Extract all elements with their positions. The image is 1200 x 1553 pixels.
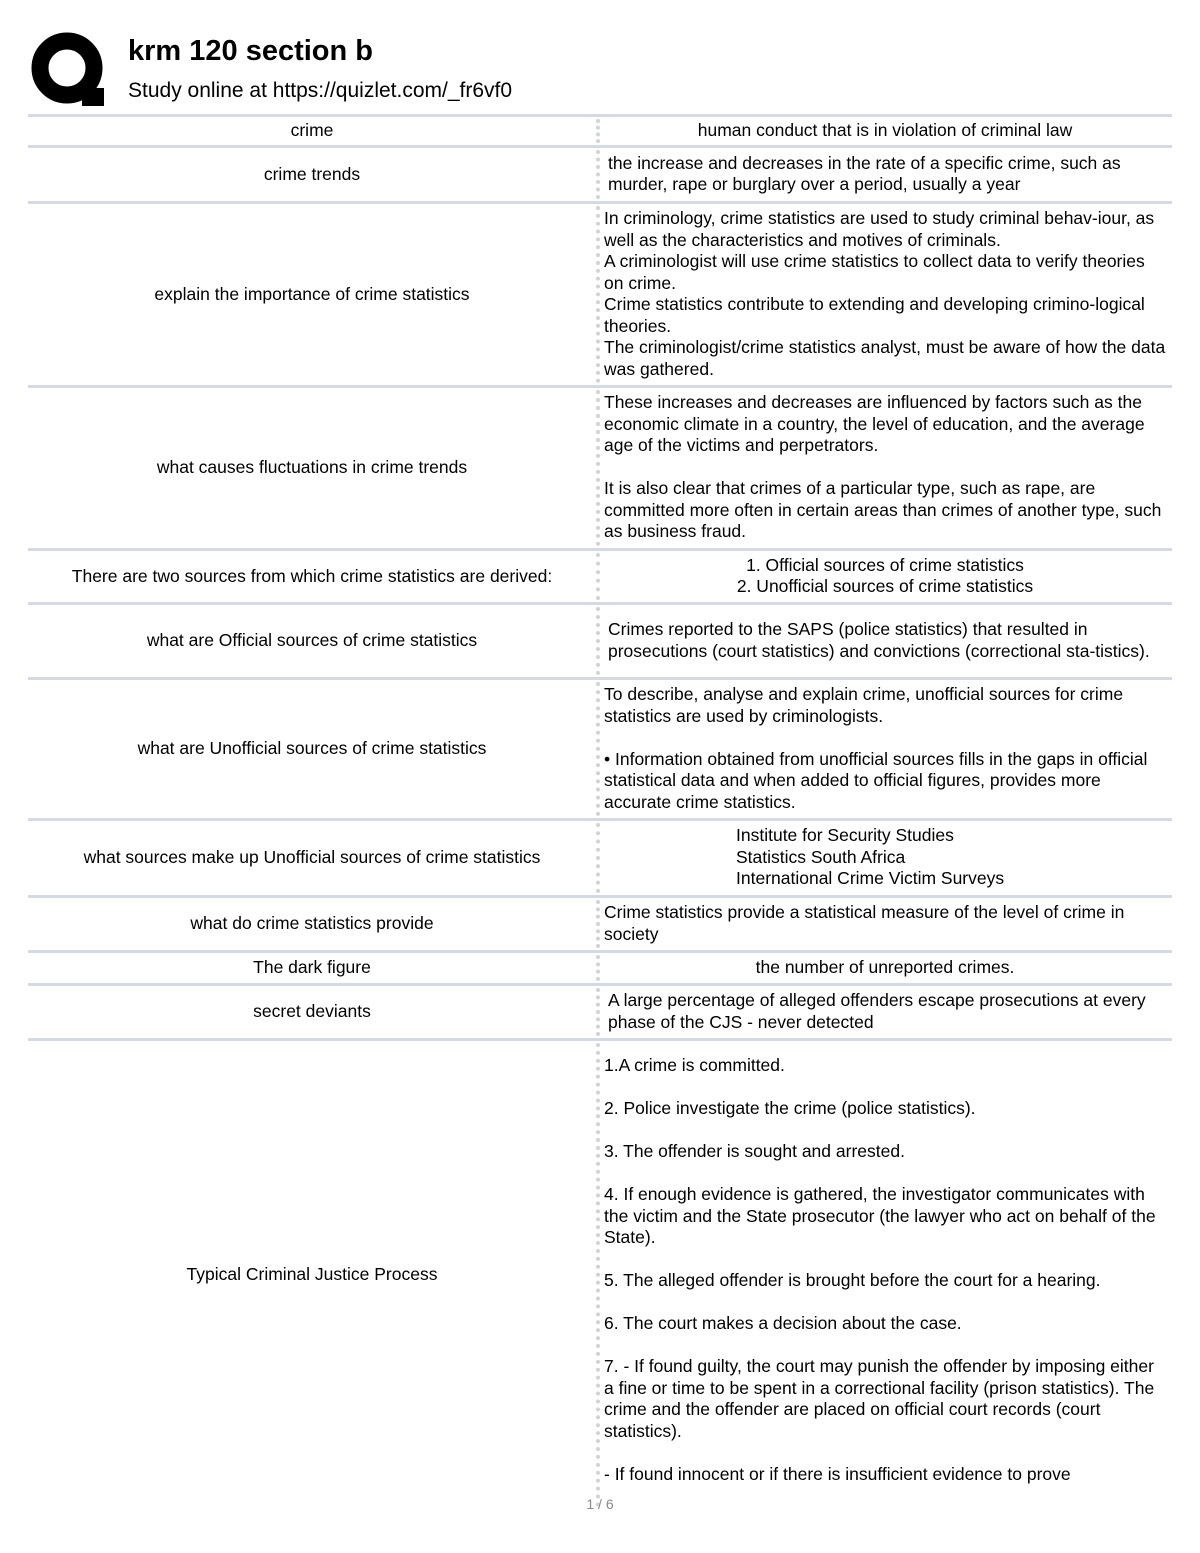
- flashcard-table: [28, 114, 1172, 1509]
- table-row: [28, 385, 1172, 548]
- definition-text: To describe, analyse and explain crime, unofficial sources for crime statistics are used by criminologists.: [604, 684, 1124, 726]
- page-title: krm 120 section b: [128, 35, 373, 67]
- table-row: [28, 201, 1172, 385]
- definition-cell: [600, 605, 1172, 677]
- table-row: [28, 818, 1172, 895]
- term-cell: what do crime statistics provide: [190, 913, 434, 934]
- definition-text: 1.A crime is committed.: [604, 1055, 785, 1075]
- definition-text: A large percentage of alleged offenders escape prosecutions at every phase of the CJS - never detected: [608, 990, 1146, 1032]
- definition-text: Institute for Security Studies: [736, 825, 954, 846]
- definition-text: the increase and decreases in the rate of a specific crime, such as murder, rape or burglary over a period, usually a year: [608, 152, 1121, 194]
- table-row: [28, 895, 1172, 950]
- table-row: [28, 114, 1172, 145]
- definition-text: • Information obtained from unofficial sources fills in the gaps in official statistical data and when added to official figures, provides more accurate crime statistics.: [604, 748, 1148, 812]
- quizlet-logo-icon: [30, 32, 106, 108]
- definition-cell: [600, 986, 1172, 1038]
- table-row: [28, 602, 1172, 677]
- term-cell: The dark figure: [253, 957, 371, 978]
- definition-text: 1. Official sources of crime statistics: [746, 554, 1024, 575]
- term-cell: explain the importance of crime statistics: [154, 283, 470, 304]
- table-row: [28, 1038, 1172, 1509]
- page-number: 1 / 6: [586, 1496, 614, 1512]
- definition-text: The criminologist/crime statistics analyst, must be aware of how the data was gathered.: [604, 337, 1166, 379]
- study-online-link[interactable]: Study online at https://quizlet.com/_fr6vf0: [128, 79, 513, 102]
- definition-text: 2. Unofficial sources of crime statistics: [736, 576, 1034, 596]
- table-row: [28, 145, 1172, 201]
- definition-text: 7. - If found guilty, the court may punish the offender by imposing either a fine or time to be spent in a correctional facility (prison statistics). The crime and the offender are placed on official court records (court statistics).: [604, 1356, 1155, 1441]
- definition-text: International Crime Victim Surveys: [736, 868, 1005, 889]
- definition-cell: [600, 388, 1172, 548]
- definition-text: 5. The alleged offender is brought before the court for a hearing.: [604, 1270, 1101, 1290]
- definition-text: Crimes reported to the SAPS (police statistics) that resulted in prosecutions (court statistics) and convictions (correctional sta-tistics).: [608, 619, 1150, 661]
- definition-text: 6. The court makes a decision about the case.: [604, 1313, 962, 1333]
- term-cell: what are Official sources of crime statistics: [146, 630, 478, 651]
- term-cell: crime: [290, 120, 334, 141]
- definition-cell: [600, 898, 1172, 950]
- table-row: [28, 983, 1172, 1038]
- definition-text: Crime statistics provide a statistical measure of the level of crime in society: [604, 902, 1125, 944]
- term-cell: crime trends: [263, 163, 361, 184]
- definition-cell: [600, 204, 1172, 385]
- term-cell: secret deviants: [253, 1001, 371, 1022]
- term-cell: what sources make up Unofficial sources of crime statistics: [83, 847, 541, 868]
- table-row: [28, 548, 1172, 602]
- term-cell: There are two sources from which crime statistics are derived:: [71, 565, 553, 586]
- definition-text: Crime statistics contribute to extending and developing crimino-logical theories.: [604, 294, 1145, 336]
- term-cell: what causes fluctuations in crime trends: [156, 457, 468, 478]
- definition-cell: [600, 680, 1172, 818]
- table-row: [28, 677, 1172, 818]
- definition-cell: [600, 1041, 1172, 1509]
- page-header: [28, 28, 1178, 110]
- definition-text: human conduct that is in violation of criminal law: [697, 119, 1073, 140]
- definition-text: These increases and decreases are influenced by factors such as the economic climate in a country, the level of education, and the average age of the victims and perpetrators.: [604, 392, 1145, 456]
- definition-text: 2. Police investigate the crime (police statistics).: [604, 1098, 976, 1118]
- table-row: [28, 950, 1172, 983]
- definition-text: - If found innocent or if there is insufficient evidence to prove: [604, 1463, 1071, 1484]
- definition-cell: [600, 551, 1172, 602]
- term-cell: what are Unofficial sources of crime statistics: [137, 738, 487, 759]
- definition-cell: [600, 953, 1172, 983]
- definition-text: A criminologist will use crime statistics to collect data to verify theories on crime.: [604, 251, 1145, 293]
- definition-text: In criminology, crime statistics are used to study criminal behav-iour, as well as the characteristics and motives of criminals.: [604, 208, 1155, 250]
- definition-text: It is also clear that crimes of a particular type, such as rape, are committed more often in certain areas than crimes of another type, such as business fraud.: [604, 478, 1162, 542]
- definition-cell: [600, 821, 1172, 895]
- definition-text: 4. If enough evidence is gathered, the investigator communicates with the victim and the State prosecutor (the lawyer who act on behalf of the State).: [604, 1184, 1156, 1247]
- term-cell: Typical Criminal Justice Process: [186, 1264, 438, 1285]
- definition-text: the number of unreported crimes.: [755, 956, 1015, 977]
- definition-cell: [600, 117, 1172, 145]
- definition-text: 3. The offender is sought and arrested.: [604, 1141, 905, 1161]
- definition-text: Statistics South Africa: [736, 846, 906, 867]
- definition-cell: [600, 148, 1172, 201]
